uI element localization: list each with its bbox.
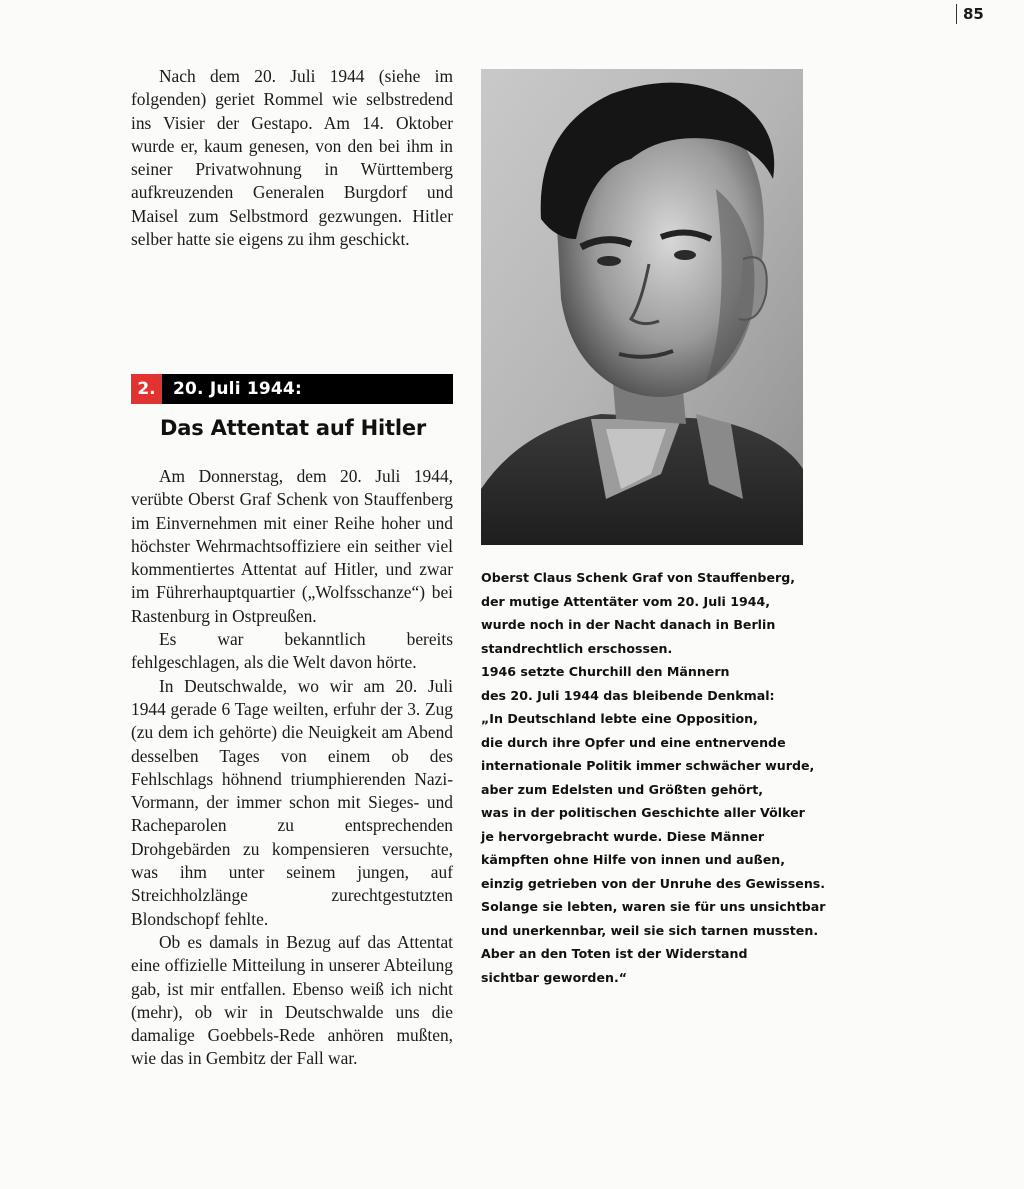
caption-line: des 20. Juli 1944 das bleibende Denkmal: xyxy=(481,687,775,703)
portrait-photo xyxy=(481,69,803,545)
intro-paragraph: Nach dem 20. Juli 1944 (siehe im folgenden) geriet Rommel wie selbstredend ins Visier der Gestapo. Am 14. Oktober wurde er, kaum genesen, von den bei ihm in seiner Privatwohnung in Württemberg aufkreuzenden Generalen Burgdorf und Maisel zum Selbstmord gezwungen. Hitler selber hatte sie eigens zu ihm geschickt. xyxy=(131,66,453,250)
caption-line: der mutige Attentäter vom 20. Juli 1944, xyxy=(481,593,771,609)
caption-line: „In Deutschland lebte eine Opposition, xyxy=(481,711,758,726)
caption-line: einzig getrieben von der Unruhe des Gewissens. xyxy=(481,875,826,891)
section-subtitle: Das Attentat auf Hitler xyxy=(160,416,427,440)
intro-text xyxy=(131,65,453,251)
caption-line: wurde noch in der Nacht danach in Berlin xyxy=(481,617,776,632)
body-paragraph: In Deutschwalde, wo wir am 20. Juli 1944 gerade 6 Tage weilten, erfuhr der 3. Zug (zu dem ich gehörte) die Neuigkeit am Abend desselben Tages von einem ob des Fehlschlags höhnend triumphierenden Nazi-Vormann, der immer schon mit Sieges- und Racheparolen zu entsprechenden Drohgebärden zu kompensieren versuchte, was ihm unter seinem jungen, auf Streichholzlänge zurechtgestutzten Blondschopf fehlte. xyxy=(131,675,453,929)
body-paragraph: Es war bekanntlich bereits fehlgeschlagen, als die Welt davon hörte. xyxy=(131,629,453,673)
caption-line: aber zum Edelsten und Größten gehört, xyxy=(481,781,764,797)
caption-line: sichtbar geworden.“ xyxy=(481,969,628,985)
caption-line: Solange sie lebten, waren sie für uns unsichtbar xyxy=(481,899,826,914)
section-title: 20. Juli 1944: xyxy=(173,379,302,399)
caption-line: Aber an den Toten ist der Widerstand xyxy=(481,946,748,961)
photo-caption xyxy=(481,566,826,989)
caption-line: je hervorgebracht wurde. Diese Männer xyxy=(481,828,765,844)
page-number: 85 xyxy=(956,4,984,24)
caption-line: standrechtlich erschossen. xyxy=(481,640,673,656)
section-number: 2. xyxy=(131,374,162,404)
body-text xyxy=(131,465,453,1071)
caption-line: 1946 setzte Churchill den Männern xyxy=(481,664,730,679)
caption-line: Oberst Claus Schenk Graf von Stauffenberg, xyxy=(481,570,795,585)
caption-line: die durch ihre Opfer und eine entnervende xyxy=(481,734,786,750)
body-paragraph: Am Donnerstag, dem 20. Juli 1944, verübte Oberst Graf Schenk von Stauffenberg im Einvernehmen mit einer Reihe hoher und höchster Wehrmachtsoffiziere ein seither viel kommentiertes Attentat auf Hitler, und zwar im Führerhauptquartier („Wolfsschanze“) bei Rastenburg in Ostpreußen. xyxy=(131,466,453,626)
body-paragraph: Ob es damals in Bezug auf das Attentat eine offizielle Mitteilung in unserer Abteilung gab, ist mir entfallen. Ebenso weiß ich nicht (mehr), ob wir in Deutschwalde uns die damalige Goebbels-Rede anhören mußten, wie das in Gembitz der Fall war. xyxy=(131,931,453,1069)
section-heading-bar xyxy=(131,374,453,404)
caption-line: internationale Politik immer schwächer wurde, xyxy=(481,758,815,773)
caption-line: kämpften ohne Hilfe von innen und außen, xyxy=(481,852,785,867)
caption-line: und unerkennbar, weil sie sich tarnen mussten. xyxy=(481,922,819,938)
caption-line: was in der politischen Geschichte aller Völker xyxy=(481,805,805,820)
